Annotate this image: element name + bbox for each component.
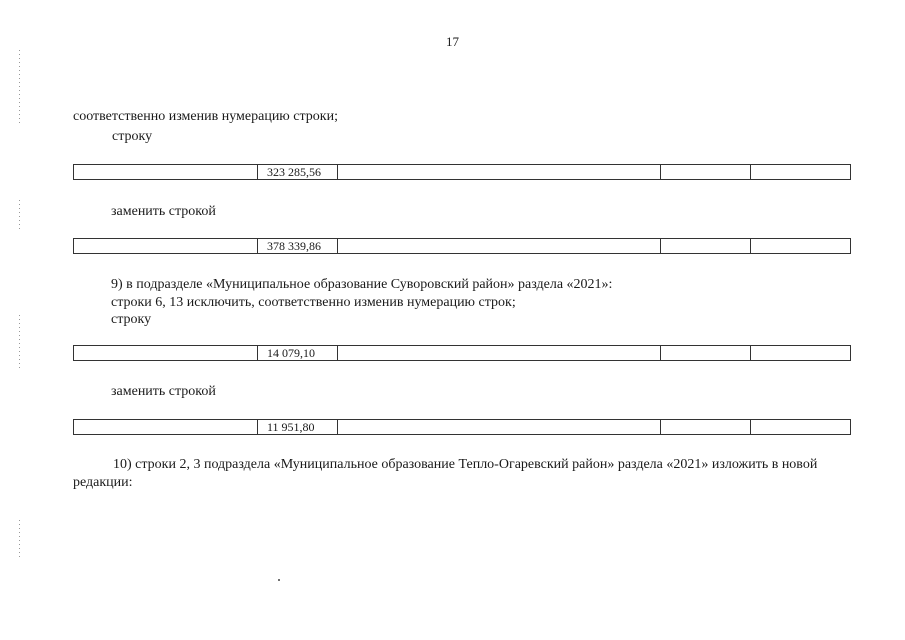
table-cell — [74, 165, 258, 180]
table-cell — [751, 239, 851, 254]
table-row-new-2 — [73, 419, 851, 435]
text-line-renumber: соответственно изменив нумерацию строки; — [73, 109, 338, 124]
table-cell — [751, 346, 851, 361]
text-line-replace: заменить строкой — [111, 384, 216, 399]
table-cell — [661, 346, 751, 361]
text-line-item-9: 9) в подразделе «Муниципальное образование Суворовский район» раздела «2021»: — [111, 277, 613, 292]
table-cell — [74, 346, 258, 361]
scan-margin-mark — [19, 200, 20, 230]
table-cell — [661, 239, 751, 254]
table-cell-value: 323 285,56 — [258, 165, 338, 180]
text-line-exclude: строки 6, 13 исключить, соответственно изменив нумерацию строк; — [111, 295, 516, 310]
table-cell-value: 11 951,80 — [258, 420, 338, 435]
table-cell — [74, 239, 258, 254]
table-cell — [338, 239, 661, 254]
table-cell — [751, 165, 851, 180]
table-row-old-1 — [73, 164, 851, 180]
text-line-replace: заменить строкой — [111, 204, 216, 219]
text-paragraph-item-10: 10) строки 2, 3 подраздела «Муниципальное образование Тепло-Огаревский район» раздела «2021» изложить в новой редакции: — [73, 457, 818, 490]
scan-speck — [278, 579, 280, 581]
table-cell-value: 378 339,86 — [258, 239, 338, 254]
table-row-new-1 — [73, 238, 851, 254]
table-cell — [661, 165, 751, 180]
table-cell — [338, 346, 661, 361]
table-cell — [74, 420, 258, 435]
scan-margin-mark — [19, 50, 20, 125]
table-cell — [338, 420, 661, 435]
text-line-row: строку — [112, 129, 153, 144]
table-cell-value: 14 079,10 — [258, 346, 338, 361]
table-cell — [338, 165, 661, 180]
table-cell — [661, 420, 751, 435]
table-row-old-2 — [73, 345, 851, 361]
table-cell — [751, 420, 851, 435]
scan-margin-mark — [19, 315, 20, 370]
page-number: 17 — [446, 34, 459, 49]
scan-margin-mark — [19, 520, 20, 560]
text-line-row: строку — [111, 312, 152, 327]
